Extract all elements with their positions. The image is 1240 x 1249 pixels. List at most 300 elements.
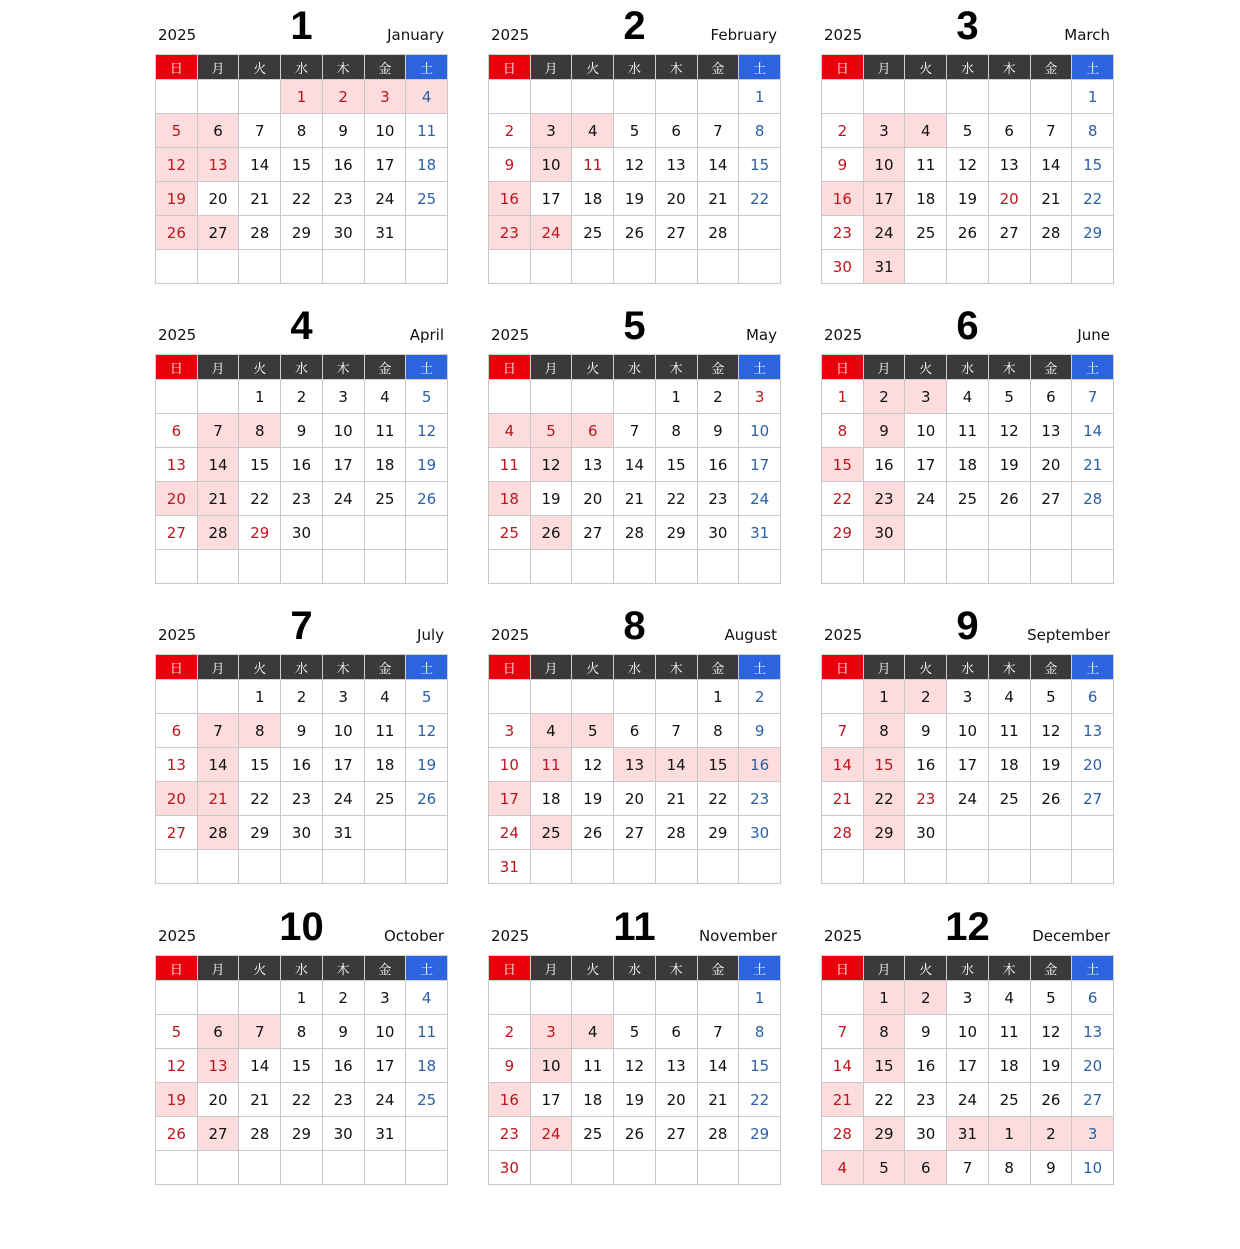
day-cell: 7 (697, 114, 739, 148)
day-cell: 11 (530, 748, 572, 782)
day-cell: 29 (281, 1117, 323, 1151)
weekday-header: 月 (863, 355, 905, 380)
weekday-header-row (822, 956, 1114, 981)
day-cell: 10 (322, 414, 364, 448)
month-header (488, 901, 781, 955)
day-cell: 20 (1030, 448, 1072, 482)
month-header (155, 300, 448, 354)
day-cell (530, 250, 572, 284)
weekday-header: 月 (197, 55, 239, 80)
week-row (822, 250, 1114, 284)
day-cell: 17 (947, 1049, 989, 1083)
week-row (822, 981, 1114, 1015)
weekday-header: 火 (572, 55, 614, 80)
day-cell: 18 (905, 182, 947, 216)
day-cell: 19 (988, 448, 1030, 482)
week-row (489, 550, 781, 584)
week-row (156, 850, 448, 884)
day-cell: 22 (822, 482, 864, 516)
week-row (822, 816, 1114, 850)
weekday-header: 土 (406, 55, 448, 80)
day-cell: 10 (530, 1049, 572, 1083)
weekday-header-row (822, 655, 1114, 680)
day-cell: 5 (572, 714, 614, 748)
day-cell (156, 850, 198, 884)
day-cell: 4 (364, 380, 406, 414)
month-year: 2025 (158, 326, 197, 344)
day-cell: 3 (739, 380, 781, 414)
day-cell: 28 (822, 1117, 864, 1151)
week-row (489, 850, 781, 884)
day-cell (489, 981, 531, 1015)
weekday-header: 火 (572, 956, 614, 981)
day-cell: 23 (863, 482, 905, 516)
day-cell: 5 (156, 114, 198, 148)
week-row (156, 782, 448, 816)
weekday-header: 日 (822, 655, 864, 680)
month-table (488, 654, 781, 884)
day-cell (863, 80, 905, 114)
day-cell: 24 (905, 482, 947, 516)
weekday-header: 月 (530, 55, 572, 80)
day-cell (739, 216, 781, 250)
day-cell: 3 (863, 114, 905, 148)
day-cell: 17 (905, 448, 947, 482)
day-cell (322, 550, 364, 584)
month-august (488, 600, 781, 884)
day-cell (489, 80, 531, 114)
day-cell: 26 (406, 482, 448, 516)
day-cell: 8 (739, 114, 781, 148)
weekday-header: 月 (530, 355, 572, 380)
day-cell: 28 (197, 516, 239, 550)
day-cell: 3 (530, 1015, 572, 1049)
day-cell: 8 (655, 414, 697, 448)
day-cell: 17 (322, 748, 364, 782)
day-cell: 26 (614, 1117, 656, 1151)
day-cell: 20 (156, 482, 198, 516)
day-cell (822, 550, 864, 584)
weekday-header-row (156, 355, 448, 380)
day-cell: 18 (364, 448, 406, 482)
day-cell: 30 (281, 516, 323, 550)
day-cell: 2 (322, 80, 364, 114)
day-cell: 6 (1072, 981, 1114, 1015)
month-september (821, 600, 1114, 884)
day-cell: 18 (406, 148, 448, 182)
day-cell: 12 (156, 148, 198, 182)
weekday-header: 日 (489, 355, 531, 380)
day-cell: 4 (406, 80, 448, 114)
weekday-header: 土 (739, 956, 781, 981)
day-cell: 12 (572, 748, 614, 782)
month-header (155, 600, 448, 654)
day-cell: 12 (614, 148, 656, 182)
day-cell: 21 (197, 782, 239, 816)
day-cell: 2 (905, 981, 947, 1015)
day-cell: 5 (156, 1015, 198, 1049)
day-cell: 11 (988, 714, 1030, 748)
day-cell: 26 (614, 216, 656, 250)
day-cell: 17 (322, 448, 364, 482)
day-cell: 28 (197, 816, 239, 850)
day-cell: 22 (239, 782, 281, 816)
day-cell: 4 (905, 114, 947, 148)
weekday-header: 日 (822, 55, 864, 80)
day-cell: 15 (697, 748, 739, 782)
day-cell: 2 (739, 680, 781, 714)
weekday-header: 水 (281, 956, 323, 981)
month-header (821, 0, 1114, 54)
day-cell: 28 (1030, 216, 1072, 250)
day-cell: 15 (863, 748, 905, 782)
day-cell: 29 (739, 1117, 781, 1151)
day-cell: 1 (988, 1117, 1030, 1151)
week-row (156, 714, 448, 748)
day-cell: 4 (988, 981, 1030, 1015)
day-cell (572, 80, 614, 114)
day-cell (572, 981, 614, 1015)
day-cell: 4 (530, 714, 572, 748)
weekday-header: 木 (322, 55, 364, 80)
day-cell: 3 (947, 981, 989, 1015)
day-cell: 10 (322, 714, 364, 748)
day-cell (905, 550, 947, 584)
weekday-header: 水 (614, 956, 656, 981)
day-cell: 13 (655, 1049, 697, 1083)
day-cell: 17 (530, 1083, 572, 1117)
day-cell: 18 (947, 448, 989, 482)
day-cell: 26 (947, 216, 989, 250)
month-table (155, 955, 448, 1185)
day-cell (406, 216, 448, 250)
day-cell (364, 516, 406, 550)
weekday-header: 月 (863, 655, 905, 680)
day-cell: 13 (988, 148, 1030, 182)
month-name: April (409, 326, 444, 344)
day-cell (197, 380, 239, 414)
weekday-header: 水 (947, 355, 989, 380)
day-cell: 18 (364, 748, 406, 782)
day-cell: 23 (905, 1083, 947, 1117)
month-header (488, 600, 781, 654)
day-cell: 13 (197, 148, 239, 182)
day-cell: 9 (739, 714, 781, 748)
month-number: 2 (623, 4, 646, 48)
month-header (155, 901, 448, 955)
day-cell (1030, 250, 1072, 284)
day-cell: 7 (614, 414, 656, 448)
day-cell: 6 (156, 414, 198, 448)
month-number: 4 (290, 304, 313, 348)
day-cell: 9 (322, 114, 364, 148)
week-row (822, 748, 1114, 782)
day-cell: 1 (739, 981, 781, 1015)
weekday-header: 水 (614, 355, 656, 380)
day-cell (655, 550, 697, 584)
weekday-header: 土 (1072, 55, 1114, 80)
day-cell (905, 80, 947, 114)
day-cell: 26 (572, 816, 614, 850)
day-cell: 26 (1030, 1083, 1072, 1117)
day-cell: 11 (489, 448, 531, 482)
day-cell: 2 (281, 680, 323, 714)
day-cell (863, 850, 905, 884)
day-cell (322, 516, 364, 550)
day-cell: 22 (863, 782, 905, 816)
day-cell: 5 (406, 380, 448, 414)
day-cell: 19 (1030, 748, 1072, 782)
day-cell: 7 (1030, 114, 1072, 148)
weekday-header-row (822, 55, 1114, 80)
day-cell (364, 816, 406, 850)
day-cell: 22 (239, 482, 281, 516)
day-cell: 26 (156, 1117, 198, 1151)
day-cell (822, 80, 864, 114)
day-cell (697, 80, 739, 114)
day-cell: 15 (822, 448, 864, 482)
weekday-header: 火 (905, 655, 947, 680)
day-cell: 24 (947, 1083, 989, 1117)
day-cell: 1 (863, 981, 905, 1015)
week-row (822, 148, 1114, 182)
day-cell: 21 (1072, 448, 1114, 482)
day-cell (406, 1151, 448, 1185)
day-cell: 1 (863, 680, 905, 714)
day-cell: 5 (614, 1015, 656, 1049)
day-cell (614, 550, 656, 584)
day-cell: 10 (905, 414, 947, 448)
day-cell: 6 (655, 114, 697, 148)
day-cell (988, 80, 1030, 114)
month-name: November (698, 927, 777, 945)
day-cell (655, 1151, 697, 1185)
weekday-header: 木 (655, 956, 697, 981)
month-number: 12 (945, 905, 990, 949)
week-row (489, 114, 781, 148)
month-march (821, 0, 1114, 284)
day-cell: 10 (1072, 1151, 1114, 1185)
day-cell: 15 (239, 748, 281, 782)
day-cell: 1 (739, 80, 781, 114)
day-cell: 1 (239, 680, 281, 714)
day-cell: 8 (822, 414, 864, 448)
day-cell: 6 (905, 1151, 947, 1185)
day-cell (655, 250, 697, 284)
day-cell: 16 (905, 748, 947, 782)
day-cell (614, 250, 656, 284)
day-cell: 18 (530, 782, 572, 816)
day-cell: 6 (197, 1015, 239, 1049)
day-cell (1072, 250, 1114, 284)
day-cell: 25 (947, 482, 989, 516)
day-cell (239, 981, 281, 1015)
day-cell (239, 250, 281, 284)
day-cell (281, 550, 323, 584)
day-cell: 27 (156, 816, 198, 850)
day-cell (239, 80, 281, 114)
day-cell: 11 (905, 148, 947, 182)
day-cell: 7 (1072, 380, 1114, 414)
day-cell: 5 (863, 1151, 905, 1185)
week-row (822, 680, 1114, 714)
month-number: 5 (623, 304, 646, 348)
weekday-header: 金 (697, 655, 739, 680)
day-cell (530, 1151, 572, 1185)
weekday-header: 土 (739, 55, 781, 80)
day-cell (822, 850, 864, 884)
month-december (821, 901, 1114, 1185)
day-cell: 11 (364, 714, 406, 748)
day-cell: 16 (739, 748, 781, 782)
weekday-header-row (822, 355, 1114, 380)
day-cell (281, 850, 323, 884)
day-cell (156, 250, 198, 284)
day-cell: 9 (489, 1049, 531, 1083)
day-cell (197, 680, 239, 714)
day-cell (947, 516, 989, 550)
day-cell: 10 (947, 714, 989, 748)
day-cell (697, 1151, 739, 1185)
day-cell (739, 1151, 781, 1185)
day-cell: 6 (655, 1015, 697, 1049)
day-cell: 22 (281, 182, 323, 216)
day-cell: 3 (322, 680, 364, 714)
day-cell: 27 (156, 516, 198, 550)
day-cell: 2 (1030, 1117, 1072, 1151)
day-cell: 11 (947, 414, 989, 448)
weekday-header: 木 (988, 956, 1030, 981)
week-row (489, 380, 781, 414)
day-cell (572, 850, 614, 884)
day-cell: 9 (1030, 1151, 1072, 1185)
weekday-header: 金 (364, 655, 406, 680)
day-cell: 2 (905, 680, 947, 714)
weekday-header: 水 (947, 655, 989, 680)
week-row (156, 250, 448, 284)
day-cell: 14 (697, 148, 739, 182)
day-cell: 28 (822, 816, 864, 850)
week-row (822, 216, 1114, 250)
day-cell (156, 1151, 198, 1185)
month-number: 10 (279, 905, 324, 949)
weekday-header: 金 (364, 956, 406, 981)
day-cell (988, 850, 1030, 884)
day-cell: 19 (614, 1083, 656, 1117)
day-cell: 19 (406, 448, 448, 482)
week-row (822, 482, 1114, 516)
week-row (822, 1117, 1114, 1151)
weekday-header: 金 (1030, 355, 1072, 380)
week-row (489, 714, 781, 748)
day-cell: 30 (739, 816, 781, 850)
day-cell: 29 (1072, 216, 1114, 250)
day-cell: 9 (281, 414, 323, 448)
day-cell: 23 (822, 216, 864, 250)
day-cell: 5 (406, 680, 448, 714)
week-row (156, 182, 448, 216)
weekday-header: 日 (156, 655, 198, 680)
month-year: 2025 (824, 626, 863, 644)
month-year: 2025 (824, 927, 863, 945)
day-cell (489, 380, 531, 414)
weekday-header: 日 (489, 956, 531, 981)
day-cell: 7 (655, 714, 697, 748)
day-cell: 11 (572, 1049, 614, 1083)
day-cell: 19 (1030, 1049, 1072, 1083)
day-cell: 25 (572, 216, 614, 250)
weekday-header: 日 (489, 655, 531, 680)
day-cell: 13 (1030, 414, 1072, 448)
day-cell: 4 (988, 680, 1030, 714)
day-cell: 7 (197, 414, 239, 448)
weekday-header: 木 (655, 655, 697, 680)
day-cell: 10 (863, 148, 905, 182)
day-cell: 24 (489, 816, 531, 850)
week-row (489, 981, 781, 1015)
day-cell: 19 (156, 1083, 198, 1117)
weekday-header: 水 (947, 956, 989, 981)
day-cell: 31 (947, 1117, 989, 1151)
week-row (156, 516, 448, 550)
day-cell: 14 (1072, 414, 1114, 448)
day-cell: 13 (1072, 1015, 1114, 1049)
week-row (822, 1049, 1114, 1083)
day-cell (614, 80, 656, 114)
day-cell: 19 (614, 182, 656, 216)
month-number: 8 (623, 604, 646, 648)
day-cell (322, 850, 364, 884)
weekday-header: 金 (697, 956, 739, 981)
day-cell: 28 (239, 216, 281, 250)
week-row (156, 680, 448, 714)
day-cell: 2 (697, 380, 739, 414)
week-row (822, 380, 1114, 414)
weekday-header: 木 (655, 355, 697, 380)
day-cell: 8 (697, 714, 739, 748)
day-cell: 9 (322, 1015, 364, 1049)
day-cell: 16 (697, 448, 739, 482)
month-october (155, 901, 448, 1185)
day-cell (614, 1151, 656, 1185)
weekday-header: 金 (697, 55, 739, 80)
day-cell: 22 (1072, 182, 1114, 216)
week-row (489, 1151, 781, 1185)
week-row (489, 1015, 781, 1049)
day-cell: 20 (197, 1083, 239, 1117)
day-cell (530, 981, 572, 1015)
day-cell: 6 (1030, 380, 1072, 414)
day-cell: 20 (197, 182, 239, 216)
day-cell (947, 550, 989, 584)
day-cell: 7 (239, 1015, 281, 1049)
month-name: June (1077, 326, 1110, 344)
day-cell: 23 (697, 482, 739, 516)
day-cell (1030, 550, 1072, 584)
day-cell: 8 (239, 414, 281, 448)
weekday-header: 金 (1030, 55, 1072, 80)
day-cell: 9 (905, 1015, 947, 1049)
day-cell: 1 (239, 380, 281, 414)
day-cell: 18 (988, 748, 1030, 782)
day-cell: 15 (239, 448, 281, 482)
month-table (821, 654, 1114, 884)
week-row (822, 114, 1114, 148)
day-cell (197, 250, 239, 284)
day-cell: 27 (197, 1117, 239, 1151)
weekday-header: 火 (239, 355, 281, 380)
week-row (489, 482, 781, 516)
